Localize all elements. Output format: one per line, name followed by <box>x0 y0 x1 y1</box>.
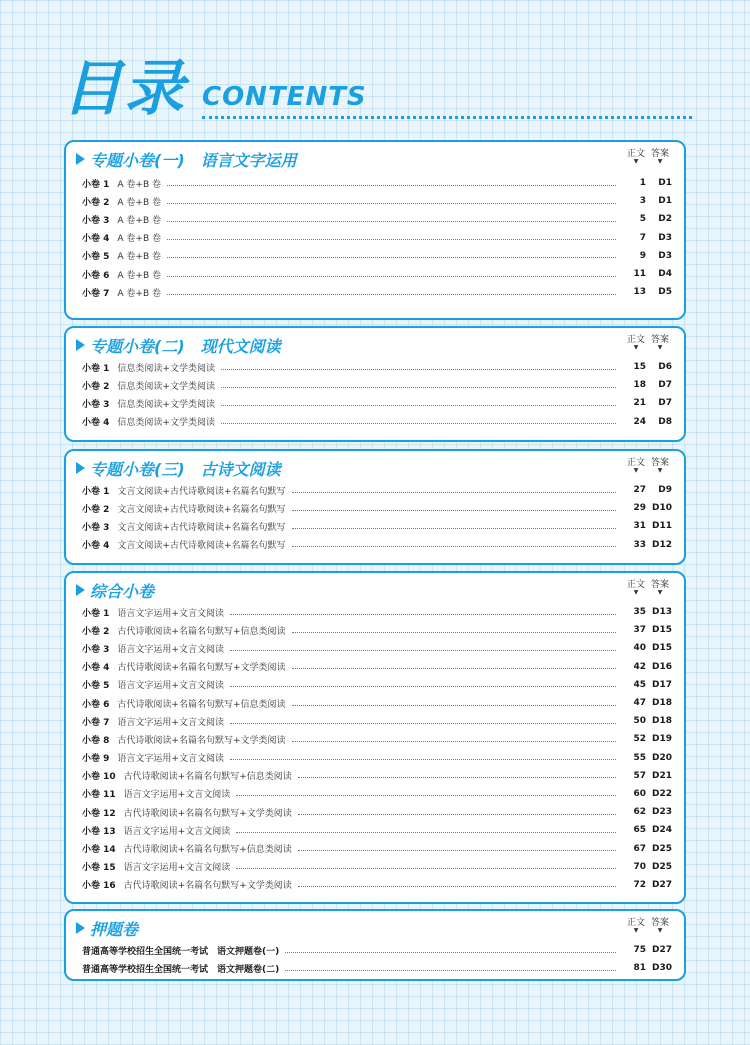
answer-page: D23 <box>652 807 672 818</box>
dotted-leader <box>221 423 616 424</box>
dotted-leader <box>292 668 617 669</box>
toc-row[interactable] <box>66 229 684 247</box>
page-column-header: 正文 <box>626 458 645 468</box>
page-header <box>62 48 692 128</box>
dotted-leader <box>230 614 616 615</box>
paper-number: 小卷 2 <box>82 504 110 515</box>
dotted-leader <box>292 632 617 633</box>
dotted-leader <box>298 886 616 887</box>
paper-description: A 卷+B 卷 <box>117 179 162 190</box>
paper-number: 小卷 9 <box>82 754 110 765</box>
dotted-leader <box>167 276 616 277</box>
paper-description: 古代诗歌阅读+名篇名句默写+文学类阅读 <box>123 808 292 819</box>
toc-section <box>64 326 686 442</box>
column-arrows <box>624 344 672 351</box>
toc-row[interactable] <box>66 730 684 748</box>
triangle-bullet-icon <box>76 462 85 474</box>
paper-number: 小卷 14 <box>82 845 116 856</box>
toc-row[interactable] <box>66 536 684 554</box>
paper-description: 信息类阅读+文学类阅读 <box>117 418 215 429</box>
page-number: 1 <box>639 178 646 189</box>
toc-row[interactable] <box>66 767 684 785</box>
toc-row[interactable] <box>66 621 684 639</box>
paper-description: 信息类阅读+文学类阅读 <box>117 363 215 374</box>
page-number: 40 <box>633 643 646 654</box>
page-number: 50 <box>633 716 646 727</box>
page-number: 7 <box>639 232 646 243</box>
down-arrow-icon: ▼ <box>657 344 663 351</box>
page-number: 62 <box>633 807 646 818</box>
paper-number: 小卷 5 <box>82 681 110 692</box>
dotted-leader <box>167 185 616 186</box>
paper-description: A 卷+B 卷 <box>117 197 162 208</box>
triangle-bullet-icon <box>76 922 85 934</box>
down-arrow-icon: ▼ <box>633 927 639 934</box>
page-number: 45 <box>633 679 646 690</box>
toc-row[interactable] <box>66 603 684 621</box>
dotted-leader <box>167 203 616 204</box>
paper-number: 小卷 2 <box>82 626 110 637</box>
page-number: 75 <box>633 945 646 956</box>
answer-column-header: 答案 <box>650 149 669 159</box>
column-arrows <box>624 467 672 474</box>
toc-section <box>64 909 686 981</box>
answer-page: D3 <box>658 250 672 261</box>
paper-description: 语言文字运用+文言文阅读 <box>117 754 224 765</box>
paper-description: 普通高等学校招生全国统一考试 语文押题卷(二) <box>82 964 280 975</box>
page-column-header: 正文 <box>626 149 645 159</box>
paper-description: 语言文字运用+文言文阅读 <box>123 790 231 801</box>
paper-description: A 卷+B 卷 <box>117 252 162 263</box>
page-number: 72 <box>633 879 646 890</box>
toc-row[interactable] <box>66 676 684 694</box>
page-number: 52 <box>633 734 646 745</box>
answer-page: D3 <box>658 232 672 243</box>
section-header <box>66 451 684 481</box>
dotted-leader <box>298 814 616 815</box>
paper-number: 小卷 2 <box>82 197 110 208</box>
page-number: 42 <box>633 661 646 672</box>
paper-number: 小卷 10 <box>82 772 116 783</box>
paper-description: 文言文阅读+古代诗歌阅读+名篇名句默写 <box>117 486 286 497</box>
dotted-leader <box>298 850 616 851</box>
page-number: 24 <box>633 416 646 427</box>
paper-number: 小卷 7 <box>82 717 110 728</box>
answer-page: D27 <box>652 945 672 956</box>
page-number: 33 <box>633 539 646 550</box>
answer-column-header: 答案 <box>650 918 669 928</box>
dotted-leader <box>292 510 617 511</box>
paper-number: 小卷 6 <box>82 270 110 281</box>
dotted-leader <box>230 759 616 760</box>
page-number: 60 <box>633 788 646 799</box>
paper-description: 文言文阅读+古代诗歌阅读+名篇名句默写 <box>117 522 286 533</box>
answer-page: D30 <box>652 963 672 974</box>
paper-number: 小卷 3 <box>82 522 110 533</box>
paper-number: 小卷 12 <box>82 808 116 819</box>
answer-page: D17 <box>652 679 672 690</box>
toc-row[interactable] <box>66 749 684 767</box>
answer-page: D16 <box>652 661 672 672</box>
page-number: 55 <box>633 752 646 763</box>
toc-row[interactable] <box>66 658 684 676</box>
paper-description: 语言文字运用+文言文阅读 <box>117 681 224 692</box>
section-header <box>66 911 684 941</box>
dotted-leader <box>285 970 616 971</box>
section-title: 专题小卷(三) 古诗文阅读 <box>90 460 281 479</box>
paper-description: A 卷+B 卷 <box>117 215 162 226</box>
paper-description: 文言文阅读+古代诗歌阅读+名篇名句默写 <box>117 504 286 515</box>
answer-page: D6 <box>658 362 672 373</box>
triangle-bullet-icon <box>76 153 85 165</box>
toc-row[interactable] <box>66 283 684 301</box>
toc-row[interactable] <box>66 694 684 712</box>
answer-page: D10 <box>652 503 672 514</box>
toc-row[interactable] <box>66 959 684 977</box>
toc-row[interactable] <box>66 821 684 839</box>
paper-description: 普通高等学校招生全国统一考试 语文押题卷(一) <box>82 946 280 957</box>
paper-description: 语言文字运用+文言文阅读 <box>117 608 224 619</box>
answer-page: D9 <box>658 485 672 496</box>
answer-page: D1 <box>658 178 672 189</box>
answer-page: D27 <box>652 879 672 890</box>
down-arrow-icon: ▼ <box>657 589 663 596</box>
section-header <box>66 328 684 358</box>
paper-number: 小卷 4 <box>82 541 110 552</box>
answer-page: D24 <box>652 825 672 836</box>
column-arrows <box>624 589 672 596</box>
toc-section <box>64 140 686 320</box>
toc-section <box>64 449 686 565</box>
paper-number: 小卷 5 <box>82 252 110 263</box>
paper-description: 语言文字运用+文言文阅读 <box>117 717 224 728</box>
dotted-leader <box>221 387 616 388</box>
paper-number: 小卷 16 <box>82 881 116 892</box>
down-arrow-icon: ▼ <box>633 344 639 351</box>
page-number: 57 <box>633 770 646 781</box>
answer-page: D1 <box>658 196 672 207</box>
dotted-leader <box>298 777 616 778</box>
answer-page: D12 <box>652 539 672 550</box>
toc-row[interactable] <box>66 210 684 228</box>
down-arrow-icon: ▼ <box>633 589 639 596</box>
page-number: 3 <box>639 196 646 207</box>
answer-page: D13 <box>652 607 672 618</box>
answer-page: D11 <box>652 521 672 532</box>
paper-description: 信息类阅读+文学类阅读 <box>117 399 215 410</box>
page-number: 81 <box>633 963 646 974</box>
toc-row[interactable] <box>66 876 684 894</box>
page-number: 11 <box>633 269 646 280</box>
answer-page: D18 <box>652 698 672 709</box>
paper-description: A 卷+B 卷 <box>117 288 162 299</box>
answer-page: D15 <box>652 643 672 654</box>
toc-row[interactable] <box>66 499 684 517</box>
toc-row[interactable] <box>66 785 684 803</box>
answer-page: D2 <box>658 214 672 225</box>
column-arrows <box>624 158 672 165</box>
paper-description: 语言文字运用+文言文阅读 <box>117 644 224 655</box>
paper-number: 小卷 1 <box>82 179 110 190</box>
section-title: 专题小卷(二) 现代文阅读 <box>90 337 281 356</box>
dotted-leader <box>230 650 616 651</box>
dotted-leader <box>167 221 616 222</box>
paper-number: 小卷 4 <box>82 234 110 245</box>
paper-description: 古代诗歌阅读+名篇名句默写+信息类阅读 <box>117 626 286 637</box>
section-title: 押题卷 <box>90 920 139 939</box>
dotted-leader <box>230 686 616 687</box>
dotted-leader <box>221 369 616 370</box>
toc-row[interactable] <box>66 639 684 657</box>
down-arrow-icon: ▼ <box>633 467 639 474</box>
answer-page: D22 <box>652 788 672 799</box>
paper-number: 小卷 2 <box>82 381 110 392</box>
page-number: 15 <box>633 362 646 373</box>
paper-number: 小卷 11 <box>82 790 116 801</box>
dotted-leader <box>292 492 617 493</box>
paper-description: A 卷+B 卷 <box>117 270 162 281</box>
answer-page: D18 <box>652 716 672 727</box>
page-number: 47 <box>633 698 646 709</box>
dotted-leader <box>221 405 616 406</box>
paper-description: 语言文字运用+文言文阅读 <box>123 863 231 874</box>
toc-row[interactable] <box>66 481 684 499</box>
paper-description: 古代诗歌阅读+名篇名句默写+信息类阅读 <box>123 772 292 783</box>
page-number: 37 <box>633 625 646 636</box>
toc-row[interactable] <box>66 394 684 412</box>
answer-page: D7 <box>658 398 672 409</box>
page-number: 27 <box>633 485 646 496</box>
page-number: 70 <box>633 861 646 872</box>
page-number: 65 <box>633 825 646 836</box>
answer-page: D20 <box>652 752 672 763</box>
paper-number: 小卷 15 <box>82 863 116 874</box>
page-number: 13 <box>633 287 646 298</box>
paper-description: 古代诗歌阅读+名篇名句默写+信息类阅读 <box>117 699 286 710</box>
toc-row[interactable] <box>66 358 684 376</box>
triangle-bullet-icon <box>76 584 85 596</box>
answer-page: D19 <box>652 734 672 745</box>
dotted-leader <box>167 239 616 240</box>
toc-row[interactable] <box>66 265 684 283</box>
answer-page: D25 <box>652 843 672 854</box>
toc-row[interactable] <box>66 839 684 857</box>
answer-page: D15 <box>652 625 672 636</box>
dotted-leader <box>167 257 616 258</box>
page-number: 9 <box>639 250 646 261</box>
answer-page: D25 <box>652 861 672 872</box>
answer-column-header: 答案 <box>650 458 669 468</box>
toc-row[interactable] <box>66 712 684 730</box>
answer-page: D7 <box>658 380 672 391</box>
paper-number: 小卷 8 <box>82 735 110 746</box>
page-number: 35 <box>633 607 646 618</box>
dotted-leader <box>292 528 617 529</box>
paper-description: 古代诗歌阅读+名篇名句默写+信息类阅读 <box>123 845 292 856</box>
dotted-leader <box>236 832 616 833</box>
dotted-leader <box>236 795 616 796</box>
title-dotted-rule <box>202 116 692 119</box>
section-title: 综合小卷 <box>90 582 155 601</box>
paper-number: 小卷 4 <box>82 663 110 674</box>
paper-number: 小卷 13 <box>82 826 116 837</box>
down-arrow-icon: ▼ <box>657 927 663 934</box>
section-header <box>66 573 684 603</box>
dotted-leader <box>236 868 616 869</box>
toc-row[interactable] <box>66 803 684 821</box>
paper-description: 语言文字运用+文言文阅读 <box>123 826 231 837</box>
answer-page: D4 <box>658 269 672 280</box>
page-column-header: 正文 <box>626 580 645 590</box>
page-number: 67 <box>633 843 646 854</box>
page-number: 18 <box>633 380 646 391</box>
page-number: 29 <box>633 503 646 514</box>
paper-number: 小卷 1 <box>82 486 110 497</box>
paper-description: 古代诗歌阅读+名篇名句默写+文学类阅读 <box>117 735 286 746</box>
triangle-bullet-icon <box>76 339 85 351</box>
dotted-leader <box>167 294 616 295</box>
toc-row[interactable] <box>66 247 684 265</box>
toc-row[interactable] <box>66 376 684 394</box>
page-column-header: 正文 <box>626 918 645 928</box>
paper-number: 小卷 4 <box>82 418 110 429</box>
dotted-leader <box>285 952 616 953</box>
paper-number: 小卷 6 <box>82 699 110 710</box>
page-number: 21 <box>633 398 646 409</box>
paper-description: 信息类阅读+文学类阅读 <box>117 381 215 392</box>
down-arrow-icon: ▼ <box>633 158 639 165</box>
page-number: 31 <box>633 521 646 532</box>
toc-row[interactable] <box>66 413 684 431</box>
answer-column-header: 答案 <box>650 335 669 345</box>
answer-page: D21 <box>652 770 672 781</box>
paper-description: A 卷+B 卷 <box>117 234 162 245</box>
dotted-leader <box>292 705 617 706</box>
page-title-en: CONTENTS <box>202 82 367 112</box>
paper-number: 小卷 3 <box>82 215 110 226</box>
dotted-leader <box>230 723 616 724</box>
down-arrow-icon: ▼ <box>657 467 663 474</box>
paper-description: 文言文阅读+古代诗歌阅读+名篇名句默写 <box>117 541 286 552</box>
paper-description: 古代诗歌阅读+名篇名句默写+文学类阅读 <box>123 881 292 892</box>
answer-page: D5 <box>658 287 672 298</box>
dotted-leader <box>292 546 617 547</box>
section-title: 专题小卷(一) 语言文字运用 <box>90 151 297 170</box>
toc-row[interactable] <box>66 174 684 192</box>
column-arrows <box>624 927 672 934</box>
toc-row[interactable] <box>66 192 684 210</box>
toc-row[interactable] <box>66 858 684 876</box>
answer-page: D8 <box>658 416 672 427</box>
paper-description: 古代诗歌阅读+名篇名句默写+文学类阅读 <box>117 663 286 674</box>
dotted-leader <box>292 741 617 742</box>
page-column-header: 正文 <box>626 335 645 345</box>
toc-section <box>64 571 686 904</box>
down-arrow-icon: ▼ <box>657 158 663 165</box>
paper-number: 小卷 3 <box>82 399 110 410</box>
toc-row[interactable] <box>66 517 684 535</box>
page-title: 目录 <box>62 54 186 124</box>
section-header <box>66 142 684 172</box>
paper-number: 小卷 3 <box>82 644 110 655</box>
paper-number: 小卷 1 <box>82 608 110 619</box>
paper-number: 小卷 1 <box>82 363 110 374</box>
paper-number: 小卷 7 <box>82 288 110 299</box>
page-number: 5 <box>639 214 646 225</box>
toc-row[interactable] <box>66 941 684 959</box>
answer-column-header: 答案 <box>650 580 669 590</box>
